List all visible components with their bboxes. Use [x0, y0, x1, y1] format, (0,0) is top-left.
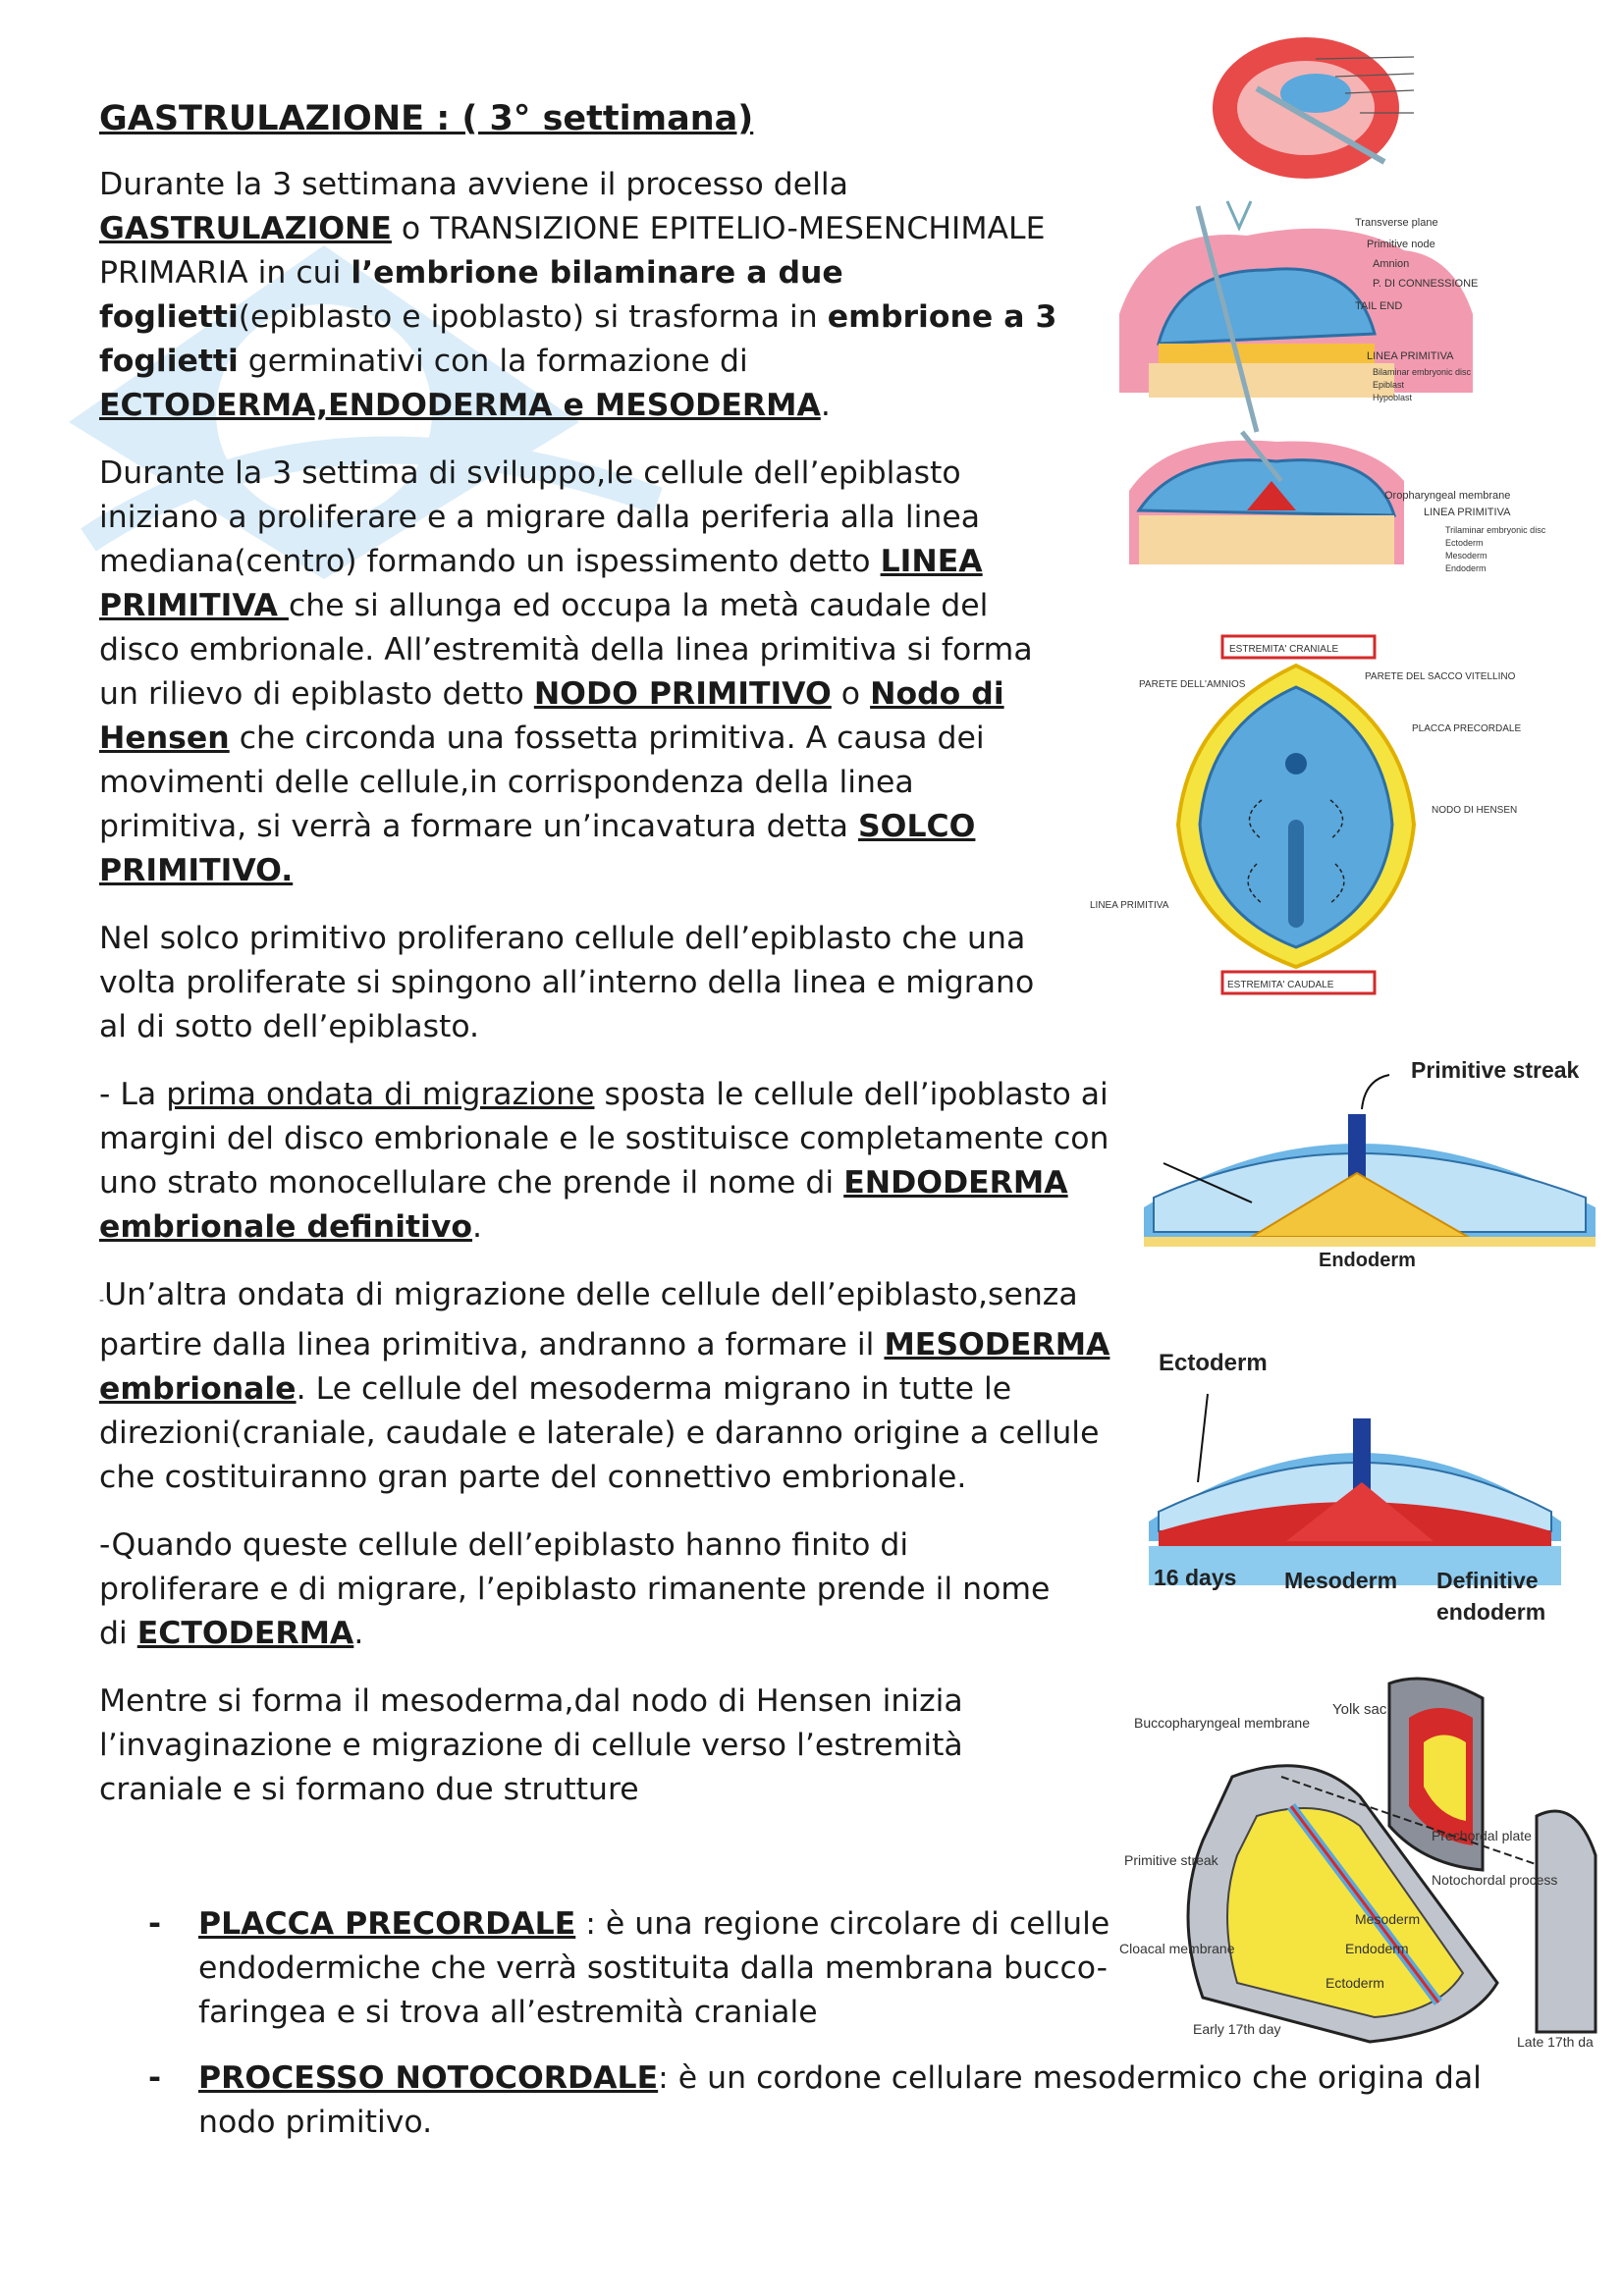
label-mesoderm-noto: Mesoderm — [1355, 1911, 1421, 1927]
paragraph-endoderma: - La prima ondata di migrazione sposta le cellule dell’ipoblasto ai margini del disco embrionale e le sostituisce completamente con uno strato monocellulare che prende il nome di ENDODERMA embrionale definitivo. — [99, 1077, 1109, 1245]
label-ectoderm-noto: Ectoderm — [1325, 1975, 1384, 1991]
label-ectoderm-meso: Ectoderm — [1159, 1350, 1268, 1376]
label-bilaminar: Bilaminar embryonic disc — [1373, 367, 1472, 377]
label-primitive-streak: Primitive streak — [1411, 1057, 1580, 1083]
label-connessione: P. DI CONNESSIONE — [1373, 278, 1479, 290]
label-parete-sacco: PARETE DEL SACCO VITELLINO — [1365, 671, 1516, 682]
label-epiblast: Epiblast — [1373, 380, 1405, 390]
label-hypoblast: Hypoblast — [1373, 393, 1413, 402]
label-transverse-plane: Transverse plane — [1355, 217, 1438, 229]
label-yolk-sac: Yolk sac — [1332, 1701, 1387, 1718]
label-placca-precordale: PLACCA PRECORDALE — [1412, 723, 1522, 734]
label-primitive-streak-noto: Primitive streak — [1124, 1852, 1218, 1868]
label-parete-amnios: PARETE DELL'AMNIOS — [1139, 679, 1246, 690]
page-title: GASTRULAZIONE : ( 3° settimana) — [99, 99, 754, 138]
paragraph-linea-primitiva: Durante la 3 settima di sviluppo,le cellule dell’epiblasto iniziano a proliferare e a migrare dalla periferia alla linea mediana(centro) formando un ispessimento detto LINEA PRIMITIVA che si allunga ed occupa la metà caudale del disco embrionale. All’estremità della linea primitiva si forma un rilievo di epiblasto detto NODO PRIMITIVO o Nodo di Hensen che circonda una fossetta primitiva. A causa dei movimenti delle cellule,in corrispondenza della linea primitiva, si verrà a formare un’incavatura detta SOLCO PRIMITIVO. — [99, 455, 1033, 888]
figure-embryonic-disc — [1080, 628, 1600, 1001]
label-primitive-node: Primitive node — [1367, 239, 1435, 250]
figure-gastrulation-sections — [1109, 20, 1600, 589]
paragraph-strutture: Mentre si forma il mesoderma,dal nodo di Hensen inizia l’invaginazione e migrazione di cellule verso l’estremità craniale e si formano due strutture — [99, 1683, 963, 1807]
label-oropharyngeal: Oropharyngeal membrane — [1384, 490, 1511, 502]
label-early-17: Early 17th day — [1193, 2021, 1281, 2037]
label-tail-end: TAIL END — [1355, 300, 1403, 312]
paragraph-solco: Nel solco primitivo proliferano cellule dell’epiblasto che una volta proliferate si spingono all’interno della linea e migrano al di sotto dell’epiblasto. — [99, 921, 1035, 1044]
label-estremita-craniale: ESTREMITA' CRANIALE — [1229, 644, 1339, 655]
label-cloacal: Cloacal membrane — [1119, 1941, 1235, 1956]
label-ectoderm: Ectoderm — [1445, 538, 1484, 548]
figure-primitive-streak — [1134, 1041, 1605, 1276]
paragraph-intro: Durante la 3 settimana avviene il processo della GASTRULAZIONE o TRANSIZIONE EPITELIO-MESENCHIMALE PRIMARIA in cui l’embrione bilaminare a due foglietti(epiblasto e ipoblasto) si trasforma in embrione a 3 foglietti germinativi con la formazione di ECTODERMA,ENDODERMA e MESODERMA. — [99, 167, 1057, 423]
figure-mesoderm-formation — [1139, 1335, 1610, 1639]
label-amnion: Amnion — [1373, 258, 1410, 270]
label-linea-primitiva-2: LINEA PRIMITIVA — [1424, 507, 1511, 518]
label-estremita-caudale: ESTREMITA' CAUDALE — [1227, 980, 1334, 990]
label-mesoderm: Mesoderm — [1445, 551, 1488, 561]
list-item: - PROCESSO NOTOCORDALE: è un cordone cellulare mesodermico che origina dal nodo primitivo. — [148, 2060, 1482, 2140]
label-trilaminar: Trilaminar embryonic disc — [1445, 525, 1546, 535]
label-definitive: Definitive — [1436, 1568, 1539, 1593]
label-16-days: 16 days — [1154, 1565, 1237, 1590]
paragraph-mesoderma: -Un’altra ondata di migrazione delle cellule dell’epiblasto,senza partire dalla linea primitiva, andranno a formare il MESODERMA embrionale. Le cellule del mesoderma migrano in tutte le direzioni(craniale, caudale e laterale) e daranno origine a cellule che costituiranno gran parte del connettivo embrionale. — [99, 1277, 1110, 1495]
label-endoderm-streak: Endoderm — [1319, 1250, 1416, 1271]
figure-notochordal-process — [1114, 1659, 1605, 2061]
label-notochordal: Notochordal process — [1432, 1872, 1558, 1888]
label-nodo-hensen: NODO DI HENSEN — [1432, 805, 1518, 816]
label-mesoderm-meso: Mesoderm — [1284, 1568, 1398, 1593]
label-endoderm: Endoderm — [1445, 563, 1487, 573]
list-item: - PLACCA PRECORDALE : è una regione circolare di cellule endodermiche che verrà sostituita dalla membrana bucco-faringea e si trova all’estremità craniale — [148, 1906, 1110, 2030]
label-endoderm-meso: endoderm — [1436, 1599, 1546, 1625]
label-linea-primitiva: LINEA PRIMITIVA — [1367, 350, 1454, 362]
paragraph-ectoderma: -Quando queste cellule dell’epiblasto hanno finito di proliferare e di migrare, l’epiblasto rimanente prende il nome di ECTODERMA. — [99, 1527, 1051, 1651]
label-late-17: Late 17th da — [1517, 2034, 1594, 2050]
label-buccopharyngeal: Buccopharyngeal membrane — [1134, 1715, 1310, 1731]
label-linea-primitiva-disc: LINEA PRIMITIVA — [1090, 900, 1169, 911]
label-endoderm-noto: Endoderm — [1345, 1941, 1409, 1956]
label-prechordal: Prechordal plate — [1432, 1828, 1532, 1843]
